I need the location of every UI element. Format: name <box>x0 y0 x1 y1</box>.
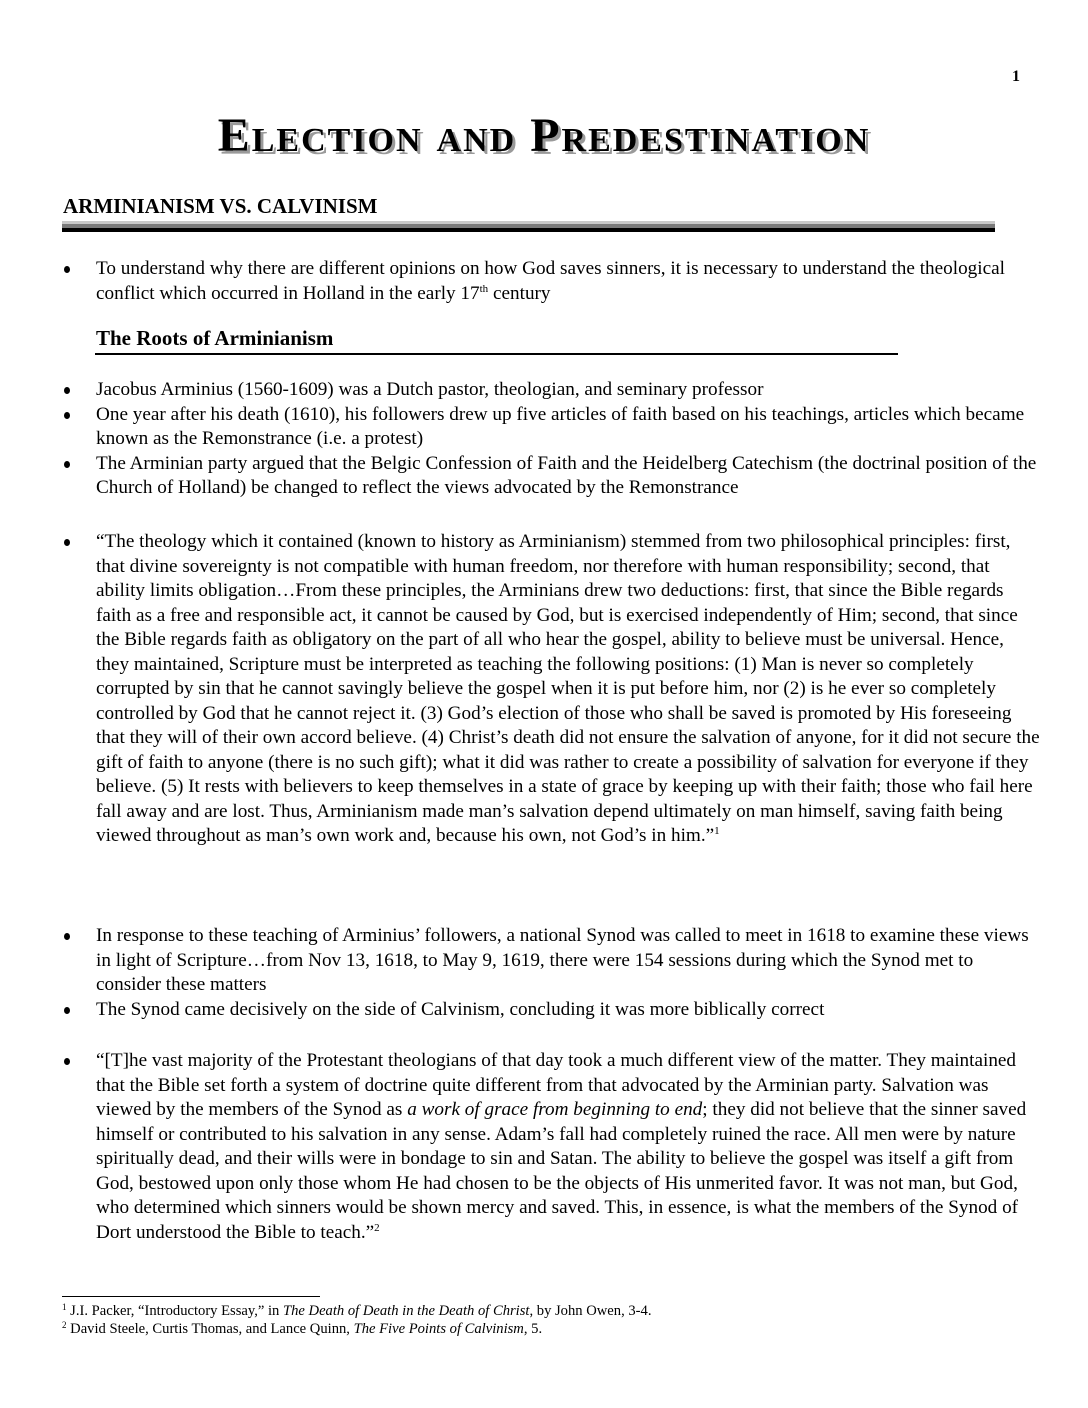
bullet-icon <box>64 539 70 546</box>
footnote: $^1$ J.I. Packer, “Introductory Essay,” in The Death of Death in the Death of Christ, by John Owen, 3-4. <box>62 1302 652 1319</box>
footnotes <box>62 1302 651 1338</box>
footnote-ref[interactable]: 1 <box>714 825 720 837</box>
list-item: One year after his death (1610), his followers drew up five articles of faith based on his teachings, articles which became known as the Remonstrance (i.e. a protest) <box>0 403 1041 452</box>
bullet-icon <box>64 412 70 419</box>
bullet-icon <box>64 266 70 273</box>
bullet-icon <box>64 387 70 394</box>
synod-list <box>0 924 1088 1022</box>
bullet-icon <box>64 461 70 468</box>
roots-list <box>0 378 1088 501</box>
list-item: “The theology which it contained (known to history as Arminianism) stemmed from two philosophical principles: first, that divine sovereignty is not compatible with human freedom, nor therefore with human responsibility; second, that ability limits obligation…From these principles, the Arminians drew two deductions: first, that since the Bible regards faith as a free and responsible act, it cannot be caused by God, but is exercised independently of Him; second, that since the Bible regards faith as obligatory on the part of all who hear the gospel, ability to believe must be universal. Hence, they maintained, Scripture must be interpreted as teaching the following positions: (1) Man is never so completely corrupted by sin that he cannot savingly believe the gospel when it is put before him, nor (2) is he ever so completely controlled by God that he cannot reject it. (3) God’s election of those who shall be saved is promoted by His foreseeing that they will of their own accord believe. (4) Christ’s death did not ensure the salvation of anyone, for it did not secure the gift of faith to anyone (there is no such gift); what it did was rather to create a possibility of salvation for everyone if they believe. (5) It rests with believers to keep themselves in a state of grace by keeping up with their faith; those who fail here fall away and are lost. Thus, Arminianism made man’s salvation depend ultimately on man himself, saving faith being viewed throughout as man’s own work and, because his own, not God’s in him.”$^1$ <box>0 530 1041 849</box>
subsection-heading: The Roots of Arminianism <box>96 326 334 350</box>
section-heading: ARMINIANISM VS. CALVINISM <box>63 194 378 218</box>
bullet-icon <box>64 1058 70 1065</box>
list-item: The Synod came decisively on the side of Calvinism, concluding it was more biblically correct <box>0 998 1041 1023</box>
footnote-ref[interactable]: 2 <box>374 1221 380 1234</box>
list-item: Jacobus Arminius (1560-1609) was a Dutch pastor, theologian, and seminary professor <box>0 378 1041 403</box>
list-item: In response to these teaching of Arminius’ followers, a national Synod was called to meet in 1618 to examine these views in light of Scripture…from Nov 13, 1618, to May 9, 1619, there were 154 sessions during which the Synod met to consider these matters <box>0 924 1041 998</box>
quote-packer <box>0 530 1088 849</box>
intro-list <box>0 257 1088 306</box>
subsection-rule <box>95 353 898 355</box>
list-item: To understand why there are different opinions on how God saves sinners, it is necessary to understand the theological conflict which occurred in Holland in the early 17th century <box>0 257 1041 306</box>
list-item: “[T]he vast majority of the Protestant theologians of that day took a much different view of the matter. They maintained that the Bible set forth a system of doctrine quite different from that advocated by the Arminian party. Salvation was viewed by the members of the Synod as a work of grace from beginning to end; they did not believe that the sinner saved himself or contributed to his salvation in any sense. Adam’s fall had completely ruined the race. All men were by nature spiritually dead, and their wills were in bondage to sin and Satan. The ability to believe the gospel was itself a gift from God, bestowed upon only those whom He had chosen to be the objects of His unmerited favor. It was not man, but God, who determined which sinners would be shown mercy and saved. This, in essence, is what the members of the Synod of Dort understood the Bible to teach.”$^2$ <box>0 1049 1041 1245</box>
bullet-icon <box>64 1007 70 1014</box>
list-item: The Arminian party argued that the Belgic Confession of Faith and the Heidelberg Catechism (the doctrinal position of the Church of Holland) be changed to reflect the views advocated by the Remonstrance <box>0 452 1041 501</box>
quote-steele <box>0 1049 1088 1245</box>
bullet-icon <box>64 933 70 940</box>
page-number: 1 <box>1012 68 1020 85</box>
footnote: $^2$ David Steele, Curtis Thomas, and Lance Quinn, The Five Points of Calvinism, 5. <box>62 1320 543 1337</box>
document-title: Election and Predestination <box>217 109 871 162</box>
footnote-separator <box>62 1296 320 1297</box>
section-rule <box>62 221 995 232</box>
